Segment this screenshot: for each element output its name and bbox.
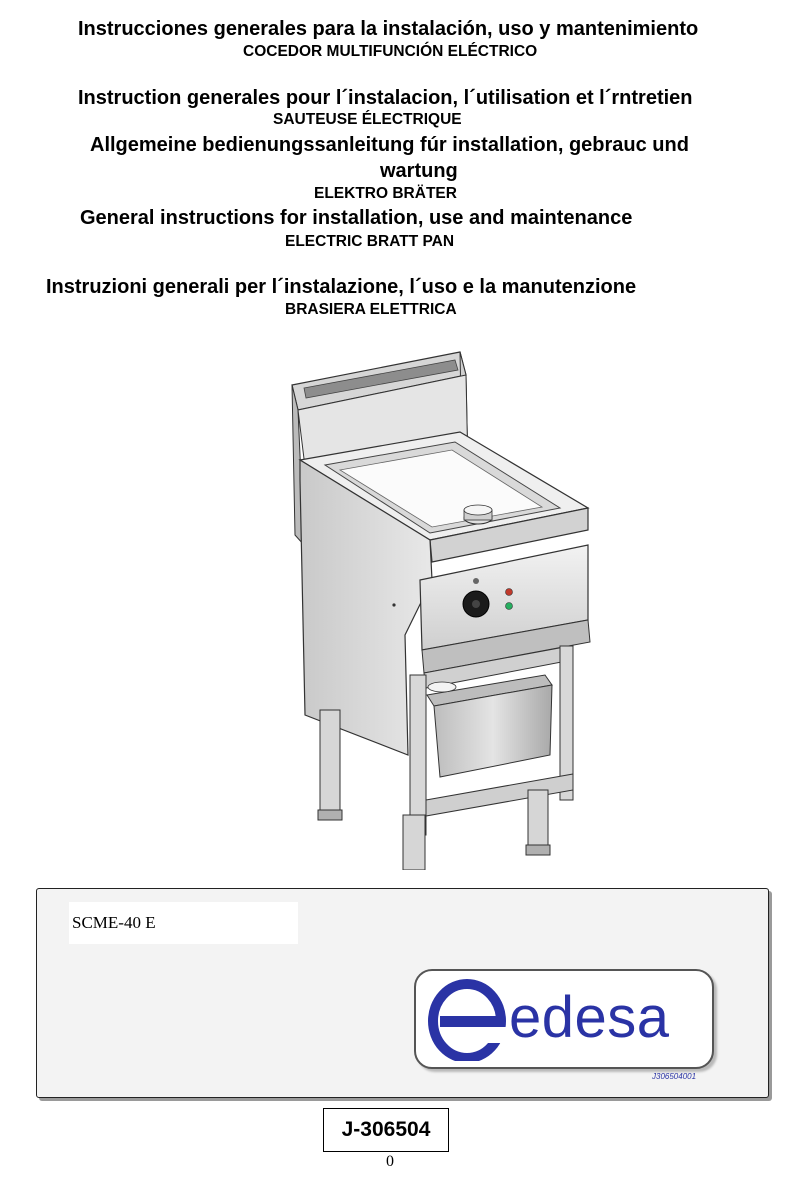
title-french: Instruction generales pour l´instalacion, l´utilisation et l´rntretien xyxy=(78,87,693,109)
title-english: General instructions for installation, use and maintenance xyxy=(80,207,633,229)
document-number: J-306504 xyxy=(323,1108,449,1152)
subtitle-french: SAUTEUSE ÉLECTRIQUE xyxy=(273,111,462,128)
subtitle-english: ELECTRIC BRATT PAN xyxy=(285,233,455,250)
subtitle-spanish: COCEDOR MULTIFUNCIÓN ELÉCTRICO xyxy=(243,43,538,60)
model-code: SCME-40 E xyxy=(69,902,298,944)
title-italian: Instruzioni generali per l´instalazione, l´uso e la manutenzione xyxy=(46,276,637,298)
edesa-logo-icon xyxy=(414,969,714,1069)
page-number: 0 xyxy=(386,1153,394,1170)
title-german-line2: wartung xyxy=(380,160,458,182)
model-info-panel xyxy=(36,888,769,1098)
title-german-line1: Allgemeine bedienungssanleitung fúr installation, gebrauc und xyxy=(90,134,689,156)
subtitle-italian: BRASIERA ELETTRICA xyxy=(285,301,457,318)
electric-bratt-pan-illustration xyxy=(270,330,610,870)
edesa-emblem-icon xyxy=(426,979,508,1061)
brand-name: edesa xyxy=(509,985,670,1050)
subtitle-german: ELEKTRO BRÄTER xyxy=(314,185,457,202)
logo-reference: J306504001 xyxy=(652,1072,697,1081)
title-spanish: Instrucciones generales para la instalación, uso y mantenimiento xyxy=(78,18,699,40)
